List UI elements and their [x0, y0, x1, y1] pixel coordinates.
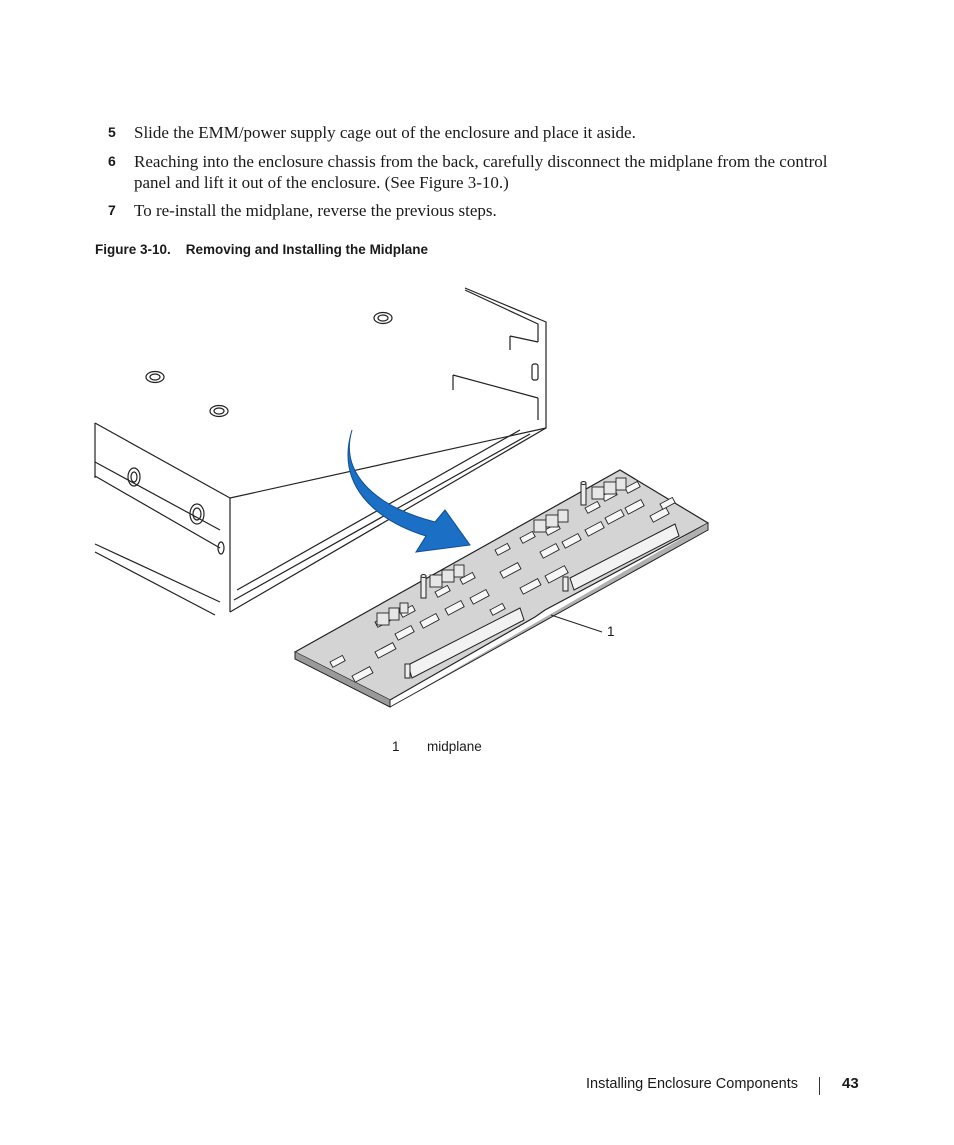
step-text: Reaching into the enclosure chassis from the back, carefully disconnect the midplane from the control panel and lift it out of the enclosure. (See Figure 3-10.)	[134, 152, 828, 192]
step-text: Slide the EMM/power supply cage out of the enclosure and place it aside.	[134, 123, 636, 142]
step-number: 5	[108, 124, 116, 140]
step-6	[108, 151, 868, 193]
step-7	[108, 200, 868, 221]
legend-label: midplane	[427, 739, 482, 754]
figure-number: Figure 3-10.	[95, 242, 171, 257]
callout-leader	[551, 615, 602, 632]
callout-number: 1	[607, 624, 615, 639]
midplane-board	[295, 470, 708, 707]
step-number: 7	[108, 202, 116, 218]
step-text: To re-install the midplane, reverse the previous steps.	[134, 201, 497, 220]
page-number: 43	[842, 1075, 859, 1092]
footer-divider	[819, 1077, 820, 1095]
footer-section-title: Installing Enclosure Components	[586, 1076, 798, 1092]
enclosure-outline	[95, 288, 546, 498]
step-number: 6	[108, 153, 116, 169]
figure-caption	[95, 242, 428, 257]
figure-title: Removing and Installing the Midplane	[185, 242, 429, 257]
step-5	[108, 122, 868, 143]
legend-number: 1	[392, 739, 400, 754]
midplane-illustration	[90, 280, 730, 720]
